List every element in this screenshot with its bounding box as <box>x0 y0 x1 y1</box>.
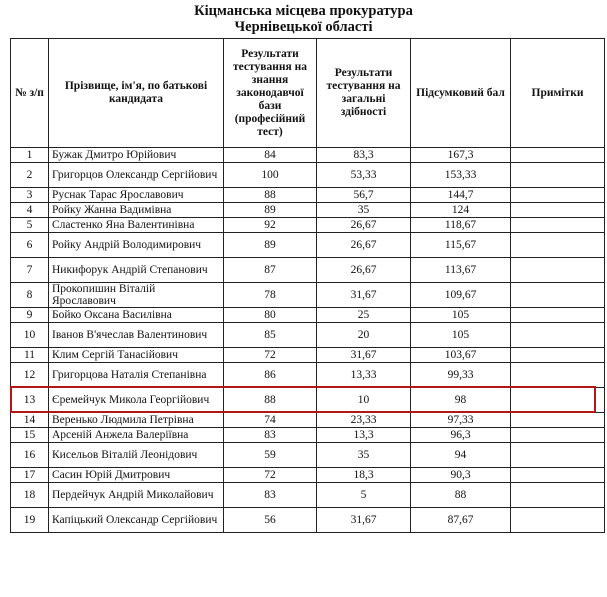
candidate-name: Пердейчук Андрій Миколайович <box>49 483 224 508</box>
candidate-name: Руснак Тарас Ярославович <box>49 188 224 203</box>
legal-test-score: 87 <box>224 258 317 283</box>
candidate-name: Бойко Оксана Василівна <box>49 308 224 323</box>
candidate-name: Сластенко Яна Валентинівна <box>49 218 224 233</box>
legal-test-score: 88 <box>224 188 317 203</box>
notes-cell <box>511 258 605 283</box>
total-score: 118,67 <box>411 218 511 233</box>
row-number: 8 <box>11 283 49 308</box>
general-test-score: 53,33 <box>317 163 411 188</box>
table-row <box>11 388 605 413</box>
document-title-line1: Кіцманська місцева прокуратура <box>194 3 413 19</box>
total-score: 97,33 <box>411 413 511 428</box>
table-row <box>11 413 605 428</box>
legal-test-score: 85 <box>224 323 317 348</box>
candidate-name: Веренько Людмила Петрівна <box>49 413 224 428</box>
notes-cell <box>511 468 605 483</box>
legal-test-score: 72 <box>224 468 317 483</box>
general-test-score: 5 <box>317 483 411 508</box>
general-test-score: 13,33 <box>317 363 411 388</box>
row-number: 2 <box>11 163 49 188</box>
document-title-line2: Чернівецької області <box>234 19 373 35</box>
total-score: 113,67 <box>411 258 511 283</box>
general-test-score: 23,33 <box>317 413 411 428</box>
notes-cell <box>511 483 605 508</box>
row-number: 12 <box>11 363 49 388</box>
notes-cell <box>511 308 605 323</box>
candidate-name: Ройку Жанна Вадимівна <box>49 203 224 218</box>
legal-test-score: 86 <box>224 363 317 388</box>
total-score: 153,33 <box>411 163 511 188</box>
row-number: 3 <box>11 188 49 203</box>
total-score: 103,67 <box>411 348 511 363</box>
legal-test-score: 78 <box>224 283 317 308</box>
row-number: 5 <box>11 218 49 233</box>
total-score: 124 <box>411 203 511 218</box>
notes-cell <box>511 413 605 428</box>
total-score: 90,3 <box>411 468 511 483</box>
table-row <box>11 323 605 348</box>
legal-test-score: 88 <box>224 388 317 413</box>
table-row <box>11 258 605 283</box>
total-score: 105 <box>411 323 511 348</box>
table-body <box>11 148 605 533</box>
table-row <box>11 443 605 468</box>
notes-cell <box>511 148 605 163</box>
total-score: 88 <box>411 483 511 508</box>
total-score: 144,7 <box>411 188 511 203</box>
row-number: 6 <box>11 233 49 258</box>
candidate-name: Григорцова Наталія Степанівна <box>49 363 224 388</box>
general-test-score: 35 <box>317 443 411 468</box>
total-score: 96,3 <box>411 428 511 443</box>
notes-cell <box>511 233 605 258</box>
row-number: 1 <box>11 148 49 163</box>
notes-cell <box>511 363 605 388</box>
legal-test-score: 74 <box>224 413 317 428</box>
notes-cell <box>511 203 605 218</box>
candidate-name: Капіцький Олександр Сергійович <box>49 508 224 533</box>
table-row <box>11 203 605 218</box>
table-row <box>11 508 605 533</box>
column-header-total-score: Підсумковий бал <box>411 39 511 148</box>
legal-test-score: 56 <box>224 508 317 533</box>
table-row <box>11 483 605 508</box>
general-test-score: 25 <box>317 308 411 323</box>
column-header-general-test: Результати тестування на загальні здібності <box>317 39 411 148</box>
column-header-legal-test: Результати тестування на знання законодавчої бази (професійний тест) <box>224 39 317 148</box>
notes-cell <box>511 163 605 188</box>
notes-cell <box>511 443 605 468</box>
general-test-score: 31,67 <box>317 283 411 308</box>
table-header-row <box>11 39 605 148</box>
table-row <box>11 163 605 188</box>
table-row <box>11 148 605 163</box>
total-score: 87,67 <box>411 508 511 533</box>
column-header-name: Прізвище, ім'я, по батькові кандидата <box>49 39 224 148</box>
table-row <box>11 363 605 388</box>
general-test-score: 56,7 <box>317 188 411 203</box>
total-score: 167,3 <box>411 148 511 163</box>
row-number: 9 <box>11 308 49 323</box>
row-number: 14 <box>11 413 49 428</box>
table-row <box>11 233 605 258</box>
row-number: 4 <box>11 203 49 218</box>
total-score: 94 <box>411 443 511 468</box>
table-row <box>11 218 605 233</box>
legal-test-score: 83 <box>224 483 317 508</box>
row-number: 19 <box>11 508 49 533</box>
notes-cell <box>511 188 605 203</box>
candidate-name: Іванов В'ячеслав Валентинович <box>49 323 224 348</box>
column-header-notes: Примітки <box>511 39 605 148</box>
general-test-score: 31,67 <box>317 348 411 363</box>
general-test-score: 13,3 <box>317 428 411 443</box>
row-number: 13 <box>11 388 49 413</box>
results-table <box>10 38 605 533</box>
candidate-name: Кисельов Віталій Леонідович <box>49 443 224 468</box>
row-number: 7 <box>11 258 49 283</box>
row-number: 15 <box>11 428 49 443</box>
row-number: 18 <box>11 483 49 508</box>
notes-cell <box>511 218 605 233</box>
general-test-score: 20 <box>317 323 411 348</box>
general-test-score: 26,67 <box>317 218 411 233</box>
general-test-score: 26,67 <box>317 233 411 258</box>
row-number: 10 <box>11 323 49 348</box>
total-score: 109,67 <box>411 283 511 308</box>
row-number: 17 <box>11 468 49 483</box>
table-row <box>11 428 605 443</box>
candidate-name: Прокопишин Віталій Ярославович <box>49 283 224 308</box>
notes-cell <box>511 428 605 443</box>
legal-test-score: 83 <box>224 428 317 443</box>
general-test-score: 35 <box>317 203 411 218</box>
total-score: 98 <box>411 388 511 413</box>
total-score: 105 <box>411 308 511 323</box>
notes-cell <box>511 388 605 413</box>
row-number: 11 <box>11 348 49 363</box>
notes-cell <box>511 323 605 348</box>
candidate-name: Єремейчук Микола Георгійович <box>49 388 224 413</box>
legal-test-score: 92 <box>224 218 317 233</box>
total-score: 99,33 <box>411 363 511 388</box>
table-row <box>11 283 605 308</box>
general-test-score: 83,3 <box>317 148 411 163</box>
row-number: 16 <box>11 443 49 468</box>
table-row <box>11 188 605 203</box>
table-row <box>11 348 605 363</box>
legal-test-score: 100 <box>224 163 317 188</box>
candidate-name: Арсеній Анжела Валеріївна <box>49 428 224 443</box>
notes-cell <box>511 283 605 308</box>
legal-test-score: 89 <box>224 203 317 218</box>
legal-test-score: 84 <box>224 148 317 163</box>
legal-test-score: 89 <box>224 233 317 258</box>
general-test-score: 10 <box>317 388 411 413</box>
legal-test-score: 59 <box>224 443 317 468</box>
notes-cell <box>511 348 605 363</box>
general-test-score: 26,67 <box>317 258 411 283</box>
legal-test-score: 80 <box>224 308 317 323</box>
candidate-name: Григорцов Олександр Сергійович <box>49 163 224 188</box>
total-score: 115,67 <box>411 233 511 258</box>
table-row <box>11 468 605 483</box>
column-header-number: № з/п <box>11 39 49 148</box>
general-test-score: 18,3 <box>317 468 411 483</box>
general-test-score: 31,67 <box>317 508 411 533</box>
table-row <box>11 308 605 323</box>
candidate-name: Никифорук Андрій Степанович <box>49 258 224 283</box>
candidate-name: Клим Сергій Танасійович <box>49 348 224 363</box>
notes-cell <box>511 508 605 533</box>
candidate-name: Бужак Дмитро Юрійович <box>49 148 224 163</box>
candidate-name: Ройку Андрій Володимирович <box>49 233 224 258</box>
legal-test-score: 72 <box>224 348 317 363</box>
candidate-name: Сасин Юрій Дмитрович <box>49 468 224 483</box>
